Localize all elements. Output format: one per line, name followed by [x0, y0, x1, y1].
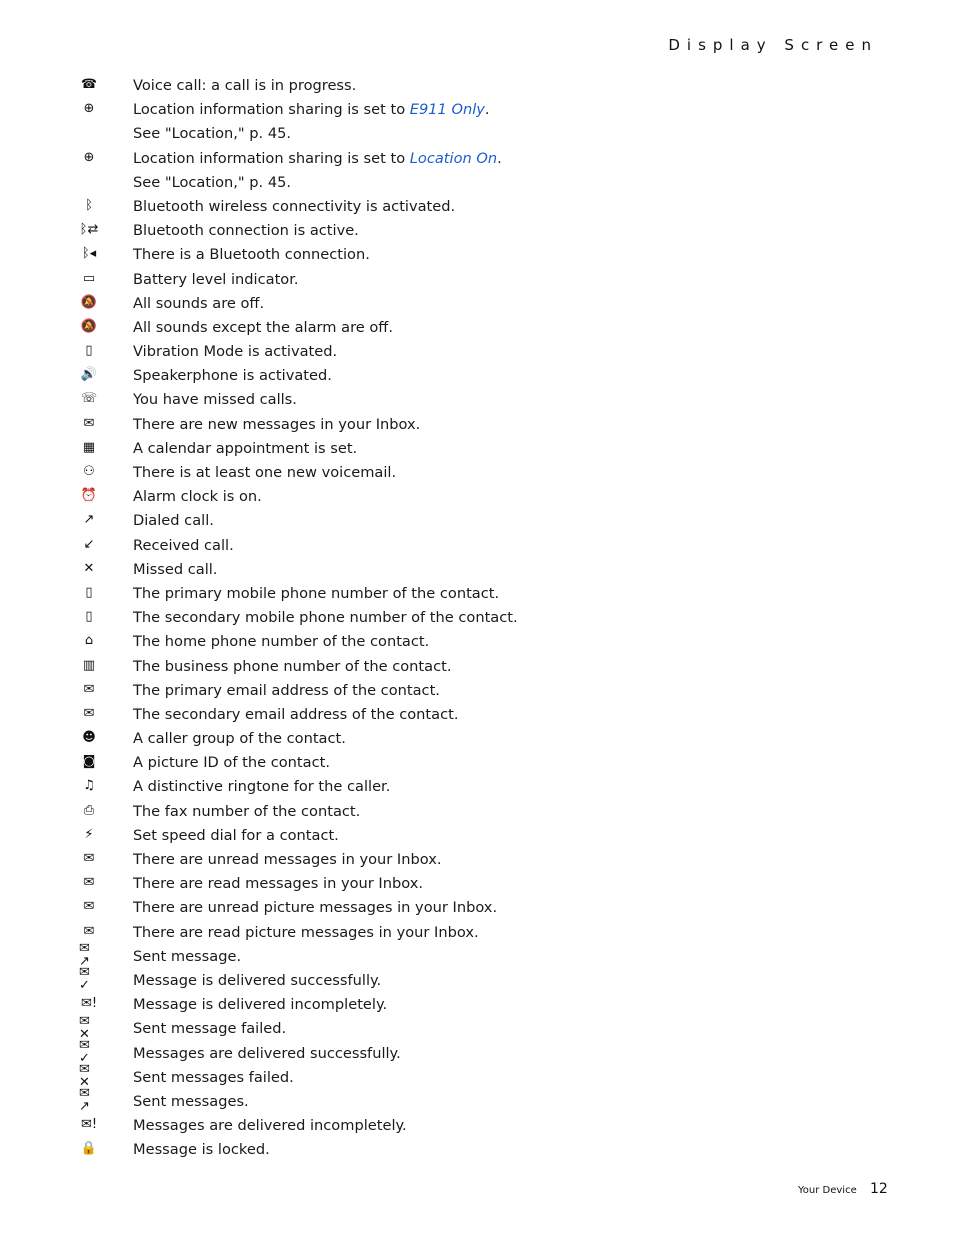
- description-text: There are new messages in your Inbox.: [133, 415, 421, 433]
- dialed-call-icon: ↗: [83, 512, 95, 528]
- legend-description: [133, 1114, 407, 1138]
- legend-row: [0, 822, 954, 846]
- description-text: A distinctive ringtone for the caller.: [133, 778, 391, 796]
- legend-row: [0, 870, 954, 894]
- legend-description: [133, 316, 393, 340]
- description-text: There is at least one new voicemail.: [133, 464, 397, 482]
- legend-description: [133, 388, 297, 412]
- legend-description: [133, 1042, 401, 1066]
- sounds-except-alarm-off-icon: 🔕: [80, 318, 98, 334]
- legend-row: [0, 919, 954, 943]
- legend-row: [0, 701, 954, 725]
- legend-row: [0, 556, 954, 580]
- legend-description: [133, 969, 381, 993]
- missed-call-icon: ✕: [83, 560, 95, 576]
- caller-group-icon: ☻: [82, 730, 96, 746]
- legend-description: [133, 630, 429, 654]
- setting-link[interactable]: Location On: [409, 149, 498, 167]
- description-text: Sent messages failed.: [133, 1068, 294, 1086]
- legend-description: [133, 268, 299, 292]
- description-text: Message is delivered incompletely.: [133, 996, 388, 1014]
- location-on-icon: ⊕: [83, 149, 95, 165]
- description-text: The secondary email address of the contact.: [133, 705, 459, 723]
- description-text: A caller group of the contact.: [133, 730, 346, 748]
- legend-row: [0, 96, 954, 144]
- legend-row: [0, 749, 954, 773]
- new-messages-icon: ✉: [83, 415, 95, 431]
- legend-row: [0, 411, 954, 435]
- legend-row: [0, 72, 954, 96]
- legend-row: [0, 894, 954, 918]
- legend-description: [133, 824, 339, 848]
- legend-description: [133, 1090, 249, 1114]
- legend-row: [0, 628, 954, 652]
- description-text: Sent message.: [133, 947, 242, 965]
- home-phone-icon: ⌂: [84, 633, 94, 649]
- legend-description: [133, 921, 479, 945]
- legend-description: [133, 606, 518, 630]
- legend-description: [133, 945, 241, 969]
- legend-row: [0, 483, 954, 507]
- legend-row: [0, 1112, 954, 1136]
- description-text: Messages are delivered incompletely.: [133, 1117, 407, 1135]
- legend-description: [133, 751, 330, 775]
- legend-description: [133, 243, 370, 267]
- description-text: There are read picture messages in your Inbox.: [133, 923, 479, 941]
- business-phone-icon: ▥: [82, 657, 96, 673]
- legend-description: [133, 534, 234, 558]
- description-text: Speakerphone is activated.: [133, 367, 332, 385]
- legend-row: [0, 941, 954, 970]
- speakerphone-icon: 🔊: [80, 367, 98, 383]
- legend-row: [0, 991, 954, 1015]
- legend-description: [133, 340, 337, 364]
- description-text: All sounds except the alarm are off.: [133, 318, 393, 336]
- legend-row: [0, 217, 954, 241]
- legend-row: [0, 677, 954, 701]
- legend-row: [0, 532, 954, 556]
- sent-messages-failed-icon: ✉✕: [79, 1062, 90, 1091]
- description-text: Battery level indicator.: [133, 270, 299, 288]
- description-text: Messages are delivered successfully.: [133, 1044, 401, 1062]
- primary-email-icon: ✉: [83, 681, 95, 697]
- bluetooth-connection-icon: ᛒ◂: [81, 246, 97, 262]
- read-picture-messages-icon: ✉: [83, 923, 95, 939]
- description-text: Sent messages.: [133, 1092, 249, 1110]
- description-text: Dialed call.: [133, 512, 214, 530]
- description-text: Sent message failed.: [133, 1020, 287, 1038]
- vibration-icon: ▯: [85, 343, 93, 359]
- legend-row: [0, 338, 954, 362]
- legend-description: [133, 195, 455, 219]
- sent-messages-icon: ✉↗: [79, 1086, 90, 1115]
- legend-row: [0, 653, 954, 677]
- legend-description: [133, 147, 502, 195]
- description-text: The home phone number of the contact.: [133, 633, 430, 651]
- secondary-email-icon: ✉: [83, 705, 95, 721]
- legend-description: [133, 461, 396, 485]
- voicemail-icon: ⚇: [83, 464, 95, 480]
- legend-description: [133, 800, 360, 824]
- legend-row: [0, 314, 954, 338]
- delivered-incompletely-icon: ✉!: [80, 996, 98, 1012]
- messages-delivered-incompletely-icon: ✉!: [80, 1117, 98, 1133]
- legend-row: [0, 846, 954, 870]
- description-text: Voice call: a call is in progress.: [133, 77, 357, 94]
- footer-section-label: Your Device: [798, 1185, 857, 1196]
- see-reference-text: See "Location," p. 45.: [133, 173, 292, 191]
- legend-row: [0, 798, 954, 822]
- legend-description: [133, 558, 217, 582]
- lock-icon: 🔒: [80, 1141, 98, 1157]
- description-text: Message is locked.: [133, 1141, 270, 1159]
- legend-row: [0, 1136, 954, 1160]
- delivered-successfully-icon: ✉✓: [79, 965, 90, 994]
- legend-row: [0, 604, 954, 628]
- alarm-clock-icon: ⏰: [80, 488, 98, 504]
- legend-description: [133, 872, 423, 896]
- legend-description: [133, 413, 420, 437]
- legend-description: [133, 509, 214, 533]
- secondary-mobile-icon: ▯: [85, 609, 93, 625]
- legend-row: [0, 362, 954, 386]
- speed-dial-icon: ⚡: [84, 826, 94, 842]
- unread-picture-messages-icon: ✉: [83, 899, 95, 915]
- legend-row: [0, 145, 954, 193]
- legend-row: [0, 1013, 954, 1042]
- read-messages-icon: ✉: [83, 875, 95, 891]
- description-text: There is a Bluetooth connection.: [133, 246, 370, 264]
- legend-description: [133, 703, 458, 727]
- legend-description: [133, 1017, 286, 1041]
- legend-description: [133, 655, 451, 679]
- description-text: The secondary mobile phone number of the contact.: [133, 609, 518, 627]
- battery-icon: ▭: [82, 270, 96, 286]
- legend-description: [133, 1066, 294, 1090]
- legend-description: [133, 896, 497, 920]
- fax-icon: ⎙: [83, 802, 95, 818]
- description-punctuation: .: [484, 101, 490, 119]
- description-text: There are unread messages in your Inbox.: [133, 851, 442, 869]
- description-text: All sounds are off.: [133, 294, 265, 312]
- ringtone-icon: ♫: [83, 778, 95, 794]
- voice-call-icon: ☎: [80, 77, 98, 92]
- setting-link[interactable]: E911 Only: [409, 101, 485, 119]
- description-text: Missed call.: [133, 560, 218, 578]
- legend-row: [0, 1086, 954, 1115]
- legend-description: [133, 848, 441, 872]
- legend-description: [133, 364, 332, 388]
- description-text: A picture ID of the contact.: [133, 754, 330, 772]
- page-header-title: Display Screen: [668, 36, 878, 54]
- legend-row: [0, 1062, 954, 1091]
- legend-description: [133, 1138, 270, 1162]
- description-text: The business phone number of the contact.: [133, 657, 452, 675]
- sounds-off-icon: 🔕: [80, 294, 98, 310]
- description-text: Bluetooth wireless connectivity is activated.: [133, 197, 456, 215]
- legend-description: [133, 437, 357, 461]
- description-text: Alarm clock is on.: [133, 488, 262, 506]
- description-text: Vibration Mode is activated.: [133, 343, 338, 361]
- calendar-icon: ▦: [82, 439, 96, 455]
- description-text: There are read messages in your Inbox.: [133, 875, 423, 893]
- legend-row: [0, 1038, 954, 1067]
- legend-description: [133, 582, 499, 606]
- sent-message-icon: ✉↗: [79, 941, 90, 970]
- description-text: Message is delivered successfully.: [133, 971, 382, 989]
- legend-row: [0, 435, 954, 459]
- received-call-icon: ↙: [83, 536, 95, 552]
- messages-delivered-successfully-icon: ✉✓: [79, 1038, 90, 1067]
- legend-row: [0, 773, 954, 797]
- description-text: Received call.: [133, 536, 234, 554]
- legend-row: [0, 459, 954, 483]
- legend-row: [0, 725, 954, 749]
- legend-description: [133, 219, 359, 243]
- location-e911-icon: ⊕: [83, 101, 95, 117]
- description-text: Bluetooth connection is active.: [133, 222, 359, 240]
- description-text: Location information sharing is set to: [133, 101, 410, 119]
- legend-description: [133, 98, 490, 146]
- legend-row: [0, 507, 954, 531]
- description-punctuation: .: [497, 149, 502, 167]
- legend-description: [133, 292, 264, 316]
- legend-row: [0, 193, 954, 217]
- bluetooth-active-icon: ᛒ⇄: [79, 222, 99, 238]
- legend-description: [133, 993, 387, 1017]
- description-text: The primary mobile phone number of the contact.: [133, 584, 500, 602]
- legend-row: [0, 290, 954, 314]
- missed-calls-icon: ☏: [80, 391, 98, 407]
- legend-description: [133, 679, 440, 703]
- sent-failed-icon: ✉✕: [79, 1013, 90, 1042]
- description-text: Set speed dial for a contact.: [133, 826, 339, 844]
- legend-row: [0, 386, 954, 410]
- description-text: Location information sharing is set to: [133, 149, 410, 167]
- picture-id-icon: ◙: [82, 754, 96, 770]
- legend-description: [133, 74, 356, 98]
- description-text: You have missed calls.: [133, 391, 297, 409]
- icon-legend-list: [0, 72, 954, 1160]
- primary-mobile-icon: ▯: [85, 584, 93, 600]
- bluetooth-icon: ᛒ: [85, 197, 93, 213]
- legend-row: [0, 266, 954, 290]
- description-text: The primary email address of the contact.: [133, 681, 440, 699]
- legend-row: [0, 965, 954, 994]
- legend-description: [133, 727, 346, 751]
- unread-messages-icon: ✉: [83, 851, 95, 867]
- description-text: A calendar appointment is set.: [133, 439, 358, 457]
- legend-row: [0, 580, 954, 604]
- description-text: The fax number of the contact.: [133, 802, 361, 820]
- see-reference-text: See "Location," p. 45.: [133, 125, 292, 143]
- legend-row: [0, 241, 954, 265]
- description-text: There are unread picture messages in your Inbox.: [133, 899, 498, 917]
- legend-description: [133, 775, 390, 799]
- page-number: 12: [870, 1181, 888, 1197]
- legend-description: [133, 485, 262, 509]
